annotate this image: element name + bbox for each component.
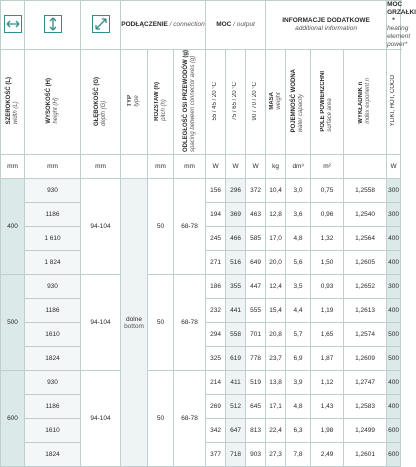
unit-water: dm³ xyxy=(286,155,311,179)
mass-value: 17,0 xyxy=(266,227,286,251)
power-75-value: 718 xyxy=(226,443,246,467)
power-90-header: 90 / 70 / 20 °C xyxy=(246,50,266,155)
water-value: 3,6 xyxy=(286,203,311,227)
surface-value: 1,12 xyxy=(311,371,344,395)
water-value: 4,8 xyxy=(286,395,311,419)
height-value: 930 xyxy=(25,179,81,203)
unit-spacing: mm xyxy=(174,155,206,179)
pitch-value: 50 xyxy=(148,275,174,371)
spec-table-body xyxy=(1,155,401,467)
mass-value: 27,3 xyxy=(266,443,286,467)
height-value: 930 xyxy=(25,275,81,299)
unit-surface: m² xyxy=(311,155,344,179)
surface-value: 0,75 xyxy=(311,179,344,203)
power-55-value: 342 xyxy=(206,419,226,443)
height-value: 1 824 xyxy=(25,251,81,275)
power-75-value: 296 xyxy=(226,179,246,203)
unit-mass: kg xyxy=(266,155,286,179)
exponent-value: 1,2499 xyxy=(344,419,387,443)
exponent-value: 1,2558 xyxy=(344,179,387,203)
power-75-value: 369 xyxy=(226,203,246,227)
mass-value: 12,4 xyxy=(266,275,286,299)
water-value: 5,6 xyxy=(286,251,311,275)
power-75-value: 516 xyxy=(226,251,246,275)
mass-value: 20,8 xyxy=(266,323,286,347)
height-arrows-icon xyxy=(44,15,62,33)
power-90-value: 555 xyxy=(246,299,266,323)
water-value: 5,7 xyxy=(286,323,311,347)
heater-value: 300 xyxy=(387,179,401,203)
power-75-value: 647 xyxy=(226,419,246,443)
heater-models-header xyxy=(387,50,401,155)
water-value: 4,4 xyxy=(286,299,311,323)
power-90-value: 645 xyxy=(246,395,266,419)
height-icon-cell xyxy=(25,1,81,50)
depth-value: 94-104 xyxy=(81,275,121,371)
depth-diagonal-icon xyxy=(92,15,110,33)
power-90-value: 519 xyxy=(246,371,266,395)
water-header: POJEMNOŚĆ WODNA water capacity xyxy=(286,50,311,155)
unit-height: mm xyxy=(25,155,81,179)
heater-value: 400 xyxy=(387,395,401,419)
width-icon-cell xyxy=(1,1,25,50)
exponent-value: 1,2601 xyxy=(344,443,387,467)
height-header: WYSOKOŚĆ (H) height (H) xyxy=(25,50,81,155)
water-value: 6,9 xyxy=(286,347,311,371)
power-55-value: 156 xyxy=(206,179,226,203)
connection-title: PODŁĄCZENIE xyxy=(121,21,168,28)
power-75-value: 512 xyxy=(226,395,246,419)
power-55-header: 55 / 45 / 20 °C xyxy=(206,50,226,155)
heater-value: 500 xyxy=(387,347,401,371)
height-value: 1610 xyxy=(25,419,81,443)
surface-value: 1,32 xyxy=(311,227,344,251)
surface-value: 1,50 xyxy=(311,251,344,275)
mass-header: MASA weight xyxy=(266,50,286,155)
connection-type-en: bottom xyxy=(124,322,144,330)
mass-value: 10,4 xyxy=(266,179,286,203)
info-title: INFORMACJE DODATKOWE xyxy=(282,17,370,24)
power-90-value: 372 xyxy=(246,179,266,203)
heater-value: 400 xyxy=(387,371,401,395)
width-header: SZEROKOŚĆ (L) width (L) xyxy=(1,50,25,155)
heater-value: 400 xyxy=(387,251,401,275)
surface-value: 1,43 xyxy=(311,395,344,419)
height-value: 1824 xyxy=(25,347,81,371)
width-arrows-icon xyxy=(4,15,22,33)
surface-value: 0,96 xyxy=(311,203,344,227)
mass-value: 20,0 xyxy=(266,251,286,275)
connection-group-header xyxy=(121,1,206,50)
pitch-value: 50 xyxy=(148,179,174,275)
water-value: 3,5 xyxy=(286,275,311,299)
power-90-value: 447 xyxy=(246,275,266,299)
power-55-value: 232 xyxy=(206,299,226,323)
info-title-en: additional information xyxy=(295,25,357,32)
power-title: MOC xyxy=(216,21,232,28)
power-group-header xyxy=(206,1,266,50)
exponent-value: 1,2613 xyxy=(344,299,387,323)
exponent-value: 1,2574 xyxy=(344,323,387,347)
heater-title-en: heating element power* xyxy=(387,25,411,48)
water-value: 4,8 xyxy=(286,227,311,251)
table-row xyxy=(1,371,401,395)
power-90-value: 903 xyxy=(246,443,266,467)
heater-title: MOC GRZAŁKI * xyxy=(387,1,416,24)
heater-value: 600 xyxy=(387,419,401,443)
unit-heater: W xyxy=(387,155,401,179)
water-value: 3,9 xyxy=(286,371,311,395)
heater-value: 400 xyxy=(387,299,401,323)
unit-exponent xyxy=(344,155,387,179)
surface-value: 2,49 xyxy=(311,443,344,467)
power-75-value: 441 xyxy=(226,299,246,323)
exponent-value: 1,2747 xyxy=(344,371,387,395)
spacing-value: 68-78 xyxy=(174,275,206,371)
power-90-value: 701 xyxy=(246,323,266,347)
height-value: 1186 xyxy=(25,395,81,419)
water-value: 6,3 xyxy=(286,419,311,443)
power-55-value: 377 xyxy=(206,443,226,467)
heater-models-label: YLIKI, HOT, COCO xyxy=(390,75,397,127)
height-value: 1824 xyxy=(25,443,81,467)
unit-p90: W xyxy=(246,155,266,179)
mass-value: 23,7 xyxy=(266,347,286,371)
pitch-header: ROZSTAW (h) pitch (h) xyxy=(148,50,174,155)
mass-value: 13,8 xyxy=(266,371,286,395)
height-value: 1186 xyxy=(25,203,81,227)
power-75-value: 619 xyxy=(226,347,246,371)
info-group-header xyxy=(266,1,387,50)
heater-value: 600 xyxy=(387,443,401,467)
height-value: 1610 xyxy=(25,323,81,347)
power-55-value: 245 xyxy=(206,227,226,251)
power-90-value: 585 xyxy=(246,227,266,251)
power-55-value: 269 xyxy=(206,395,226,419)
depth-value: 94-104 xyxy=(81,371,121,467)
exponent-value: 1,2564 xyxy=(344,227,387,251)
power-75-value: 355 xyxy=(226,275,246,299)
mass-value: 22,4 xyxy=(266,419,286,443)
height-value: 1 610 xyxy=(25,227,81,251)
unit-p75: W xyxy=(226,155,246,179)
unit-width: mm xyxy=(1,155,25,179)
mass-value: 17,1 xyxy=(266,395,286,419)
unit-pitch: mm xyxy=(148,155,174,179)
surface-value: 0,93 xyxy=(311,275,344,299)
heater-value: 500 xyxy=(387,323,401,347)
surface-value: 1,87 xyxy=(311,347,344,371)
exponent-value: 1,2652 xyxy=(344,275,387,299)
connection-type: dolne xyxy=(126,315,142,323)
width-value: 400 xyxy=(1,179,25,275)
heater-value: 400 xyxy=(387,227,401,251)
power-55-value: 271 xyxy=(206,251,226,275)
heater-value: 300 xyxy=(387,275,401,299)
connection-title-en: / connection xyxy=(167,21,205,28)
width-value: 600 xyxy=(1,371,25,467)
power-55-value: 214 xyxy=(206,371,226,395)
table-row xyxy=(1,275,401,299)
spacing-header: ODLEGŁOŚĆ OSI PRZEWODÓW (g) spacing between connector axes (g) xyxy=(174,50,206,155)
exponent-value: 1,2609 xyxy=(344,347,387,371)
heater-value: 300 xyxy=(387,203,401,227)
spacing-value: 68-78 xyxy=(174,371,206,467)
surface-value: 1,98 xyxy=(311,419,344,443)
exponent-value: 1,2605 xyxy=(344,251,387,275)
power-75-value: 558 xyxy=(226,323,246,347)
power-90-value: 649 xyxy=(246,251,266,275)
power-90-value: 778 xyxy=(246,347,266,371)
power-55-value: 186 xyxy=(206,275,226,299)
depth-header: GŁĘBOKOŚĆ (G) depth (G) xyxy=(81,50,121,155)
surface-header: POLE POWIERZCHNI surface area xyxy=(311,50,344,155)
exponent-header: WYKŁADNIK n index exponent n xyxy=(344,50,387,155)
width-value: 500 xyxy=(1,275,25,371)
depth-icon-cell xyxy=(81,1,121,50)
unit-depth: mm xyxy=(81,155,121,179)
surface-value: 1,19 xyxy=(311,299,344,323)
heater-group-header xyxy=(387,1,416,50)
units-row xyxy=(1,155,401,179)
unit-p55: W xyxy=(206,155,226,179)
power-55-value: 194 xyxy=(206,203,226,227)
water-value: 3,0 xyxy=(286,179,311,203)
power-title-en: / output xyxy=(231,21,255,28)
connection-type-cell xyxy=(121,179,148,467)
power-75-header: 75 / 65 / 20 °C xyxy=(226,50,246,155)
exponent-value: 1,2540 xyxy=(344,203,387,227)
power-75-value: 411 xyxy=(226,371,246,395)
table-row xyxy=(1,179,401,203)
spacing-value: 68-78 xyxy=(174,179,206,275)
height-value: 930 xyxy=(25,371,81,395)
type-header: TYP type xyxy=(121,50,148,155)
pitch-value: 50 xyxy=(148,371,174,467)
power-90-value: 813 xyxy=(246,419,266,443)
power-55-value: 325 xyxy=(206,347,226,371)
surface-value: 1,65 xyxy=(311,323,344,347)
power-55-value: 294 xyxy=(206,323,226,347)
power-90-value: 463 xyxy=(246,203,266,227)
exponent-value: 1,2583 xyxy=(344,395,387,419)
power-75-value: 466 xyxy=(226,227,246,251)
unit-type xyxy=(121,155,148,179)
height-value: 1186 xyxy=(25,299,81,323)
depth-value: 94-104 xyxy=(81,179,121,275)
mass-value: 12,8 xyxy=(266,203,286,227)
water-value: 7,8 xyxy=(286,443,311,467)
mass-value: 15,4 xyxy=(266,299,286,323)
